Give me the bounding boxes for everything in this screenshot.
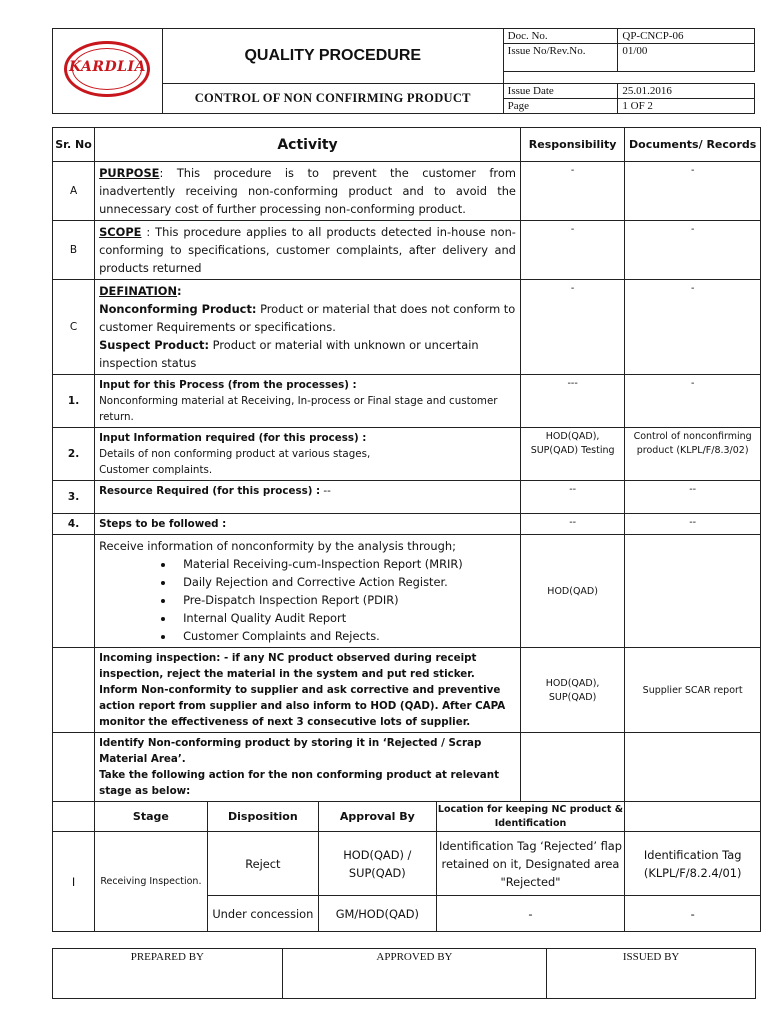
row-documents-empty [625, 535, 761, 648]
term-suspect: Suspect Product: [99, 338, 210, 352]
table-row [53, 514, 761, 535]
list-item: • Daily Rejection and Corrective Action Register. [175, 573, 516, 591]
row-responsibility: --- [520, 375, 624, 428]
document-header [52, 28, 755, 114]
issue-value: 01/00 [618, 44, 755, 72]
row-documents: -- [625, 514, 761, 535]
sub-doc-empty [625, 802, 761, 832]
header-activity: Activity [95, 128, 521, 162]
row-documents: Supplier SCAR report [625, 648, 761, 733]
incoming-inspection-text: Incoming inspection: - if any NC product observed during receipt inspection, reject the material in the system and put red sticker. Inform Non-conformity to supplier and ask corrective and preventive action report from supplier and also inform to HOD (QAD). After CAPA monitor the effectiveness of next 3 consecutive lots of supplier. [95, 648, 521, 733]
identify-line1: Identify Non-conforming product by storing it in ‘Rejected / Scrap Material Area’. [99, 737, 482, 765]
receive-info-intro: Receive information of nonconformity by the analysis through; [99, 539, 456, 553]
header-responsibility: Responsibility [520, 128, 624, 162]
list-item: • Pre-Dispatch Inspection Report (PDIR) [175, 591, 516, 609]
steps-title: Steps to be followed : [95, 514, 521, 535]
purpose-cell [95, 162, 521, 221]
page-label: Page [503, 99, 618, 114]
procedure-table [52, 127, 761, 932]
scope-text: : This procedure applies to all products detected in-house non-conforming to specifications, customer complaints, after delivery and products returned [99, 225, 516, 275]
sub-stage: Receiving Inspection. [95, 832, 208, 932]
table-row [53, 375, 761, 428]
row-sr: B [53, 221, 95, 280]
sub-document: - [625, 896, 761, 932]
table-row [53, 648, 761, 733]
identify-line2: Take the following action for the non conforming product at relevant stage as below: [99, 769, 500, 797]
sub-disposition: Reject [207, 832, 318, 896]
table-row [53, 481, 761, 514]
doc-no-label: Doc. No. [503, 29, 618, 44]
def-suspect: Product or material with unknown or uncertain inspection status [99, 338, 479, 370]
issue-date-label: Issue Date [503, 84, 618, 99]
input-process-title: Input for this Process (from the processes) : [99, 379, 357, 391]
row-sr: A [53, 162, 95, 221]
logo-cell [53, 29, 163, 114]
term-nonconforming: Nonconforming Product: [99, 302, 257, 316]
row-sr-empty [53, 535, 95, 648]
page-title: QUALITY PROCEDURE [162, 29, 503, 84]
sub-document: Identification Tag (KLPL/F/8.2.4/01) [625, 832, 761, 896]
issue-label: Issue No/Rev.No. [503, 44, 618, 72]
purpose-label: PURPOSE [99, 166, 160, 180]
table-row [53, 162, 761, 221]
issue-date-value: 25.01.2016 [618, 84, 755, 99]
row-sr-empty [53, 648, 95, 733]
receive-info-cell [95, 535, 521, 648]
row-responsibility: - [520, 162, 624, 221]
resource-cell [95, 481, 521, 514]
row-sr-empty [53, 733, 95, 802]
table-row [53, 280, 761, 375]
row-responsibility: - [520, 280, 624, 375]
row-documents-empty [625, 733, 761, 802]
sub-sr-empty [53, 802, 95, 832]
row-sr: 4. [53, 514, 95, 535]
report-list [99, 555, 516, 645]
table-row [53, 428, 761, 481]
identify-cell [95, 733, 521, 802]
list-item: • Material Receiving-cum-Inspection Report (MRIR) [175, 555, 516, 573]
input-info-title: Input Information required (for this process) : [99, 432, 367, 444]
row-responsibility: HOD(QAD), SUP(QAD) [520, 648, 624, 733]
doc-no-value: QP-CNCP-06 [618, 29, 755, 44]
sub-location: Identification Tag ‘Rejected’ flap retained on it, Designated area "Rejected" [436, 832, 625, 896]
prepared-by: PREPARED BY [53, 949, 283, 999]
row-responsibility: HOD(QAD) [520, 535, 624, 648]
row-documents: Control of nonconfirming product (KLPL/F/8.3/02) [625, 428, 761, 481]
sub-table-row [53, 832, 761, 896]
input-info-line1: Details of non conforming product at various stages, [99, 448, 371, 460]
purpose-text: : This procedure is to prevent the customer from inadvertently receiving non-conforming product and to avoid the unnecessary cost of further processing non-conforming product. [99, 166, 516, 216]
row-responsibility-empty [520, 733, 624, 802]
definition-label-suffix: : [177, 284, 182, 298]
sub-header-location: Location for keeping NC product & Identification [436, 802, 625, 832]
input-process-cell [95, 375, 521, 428]
row-sr: 3. [53, 481, 95, 514]
row-responsibility: -- [520, 514, 624, 535]
sub-location: - [436, 896, 625, 932]
table-header-row [53, 128, 761, 162]
page-subtitle: CONTROL OF NON CONFIRMING PRODUCT [162, 84, 503, 114]
sub-header-disposition: Disposition [207, 802, 318, 832]
approved-by: APPROVED BY [282, 949, 547, 999]
table-row [53, 221, 761, 280]
sub-header-approval: Approval By [318, 802, 436, 832]
definition-label: DEFINATION [99, 284, 178, 298]
sub-header-stage: Stage [95, 802, 208, 832]
issued-by: ISSUED BY [547, 949, 756, 999]
resource-title: Resource Required (for this process) : [99, 485, 321, 497]
logo-text: KARDLIA [68, 59, 146, 75]
list-item: • Internal Quality Audit Report [175, 609, 516, 627]
row-sr: 2. [53, 428, 95, 481]
company-logo [64, 41, 150, 97]
header-documents: Documents/ Records [625, 128, 761, 162]
input-process-text: Nonconforming material at Receiving, In-process or Final stage and customer return. [99, 395, 498, 423]
sub-disposition: Under concession [207, 896, 318, 932]
input-info-line2: Customer complaints. [99, 464, 213, 476]
page-value: 1 OF 2 [618, 99, 755, 114]
sub-approval: HOD(QAD) / SUP(QAD) [318, 832, 436, 896]
sub-table-header [53, 802, 761, 832]
row-documents: - [625, 375, 761, 428]
sub-approval: GM/HOD(QAD) [318, 896, 436, 932]
row-sr: 1. [53, 375, 95, 428]
resource-text: -- [320, 485, 331, 497]
definition-cell [95, 280, 521, 375]
table-row [53, 733, 761, 802]
scope-cell [95, 221, 521, 280]
list-item: • Customer Complaints and Rejects. [175, 627, 516, 645]
row-responsibility: - [520, 221, 624, 280]
sub-sr: I [53, 832, 95, 932]
signature-footer [52, 948, 756, 999]
row-sr: C [53, 280, 95, 375]
row-documents: -- [625, 481, 761, 514]
scope-label: SCOPE [99, 225, 142, 239]
row-documents: - [625, 280, 761, 375]
row-responsibility: HOD(QAD), SUP(QAD) Testing [520, 428, 624, 481]
row-documents: - [625, 162, 761, 221]
input-info-cell [95, 428, 521, 481]
def-nonconforming: Product or material that does not conform to customer Requirements or specifications. [99, 302, 516, 334]
header-sr: Sr. No [53, 128, 95, 162]
row-responsibility: -- [520, 481, 624, 514]
row-documents: - [625, 221, 761, 280]
table-row [53, 535, 761, 648]
